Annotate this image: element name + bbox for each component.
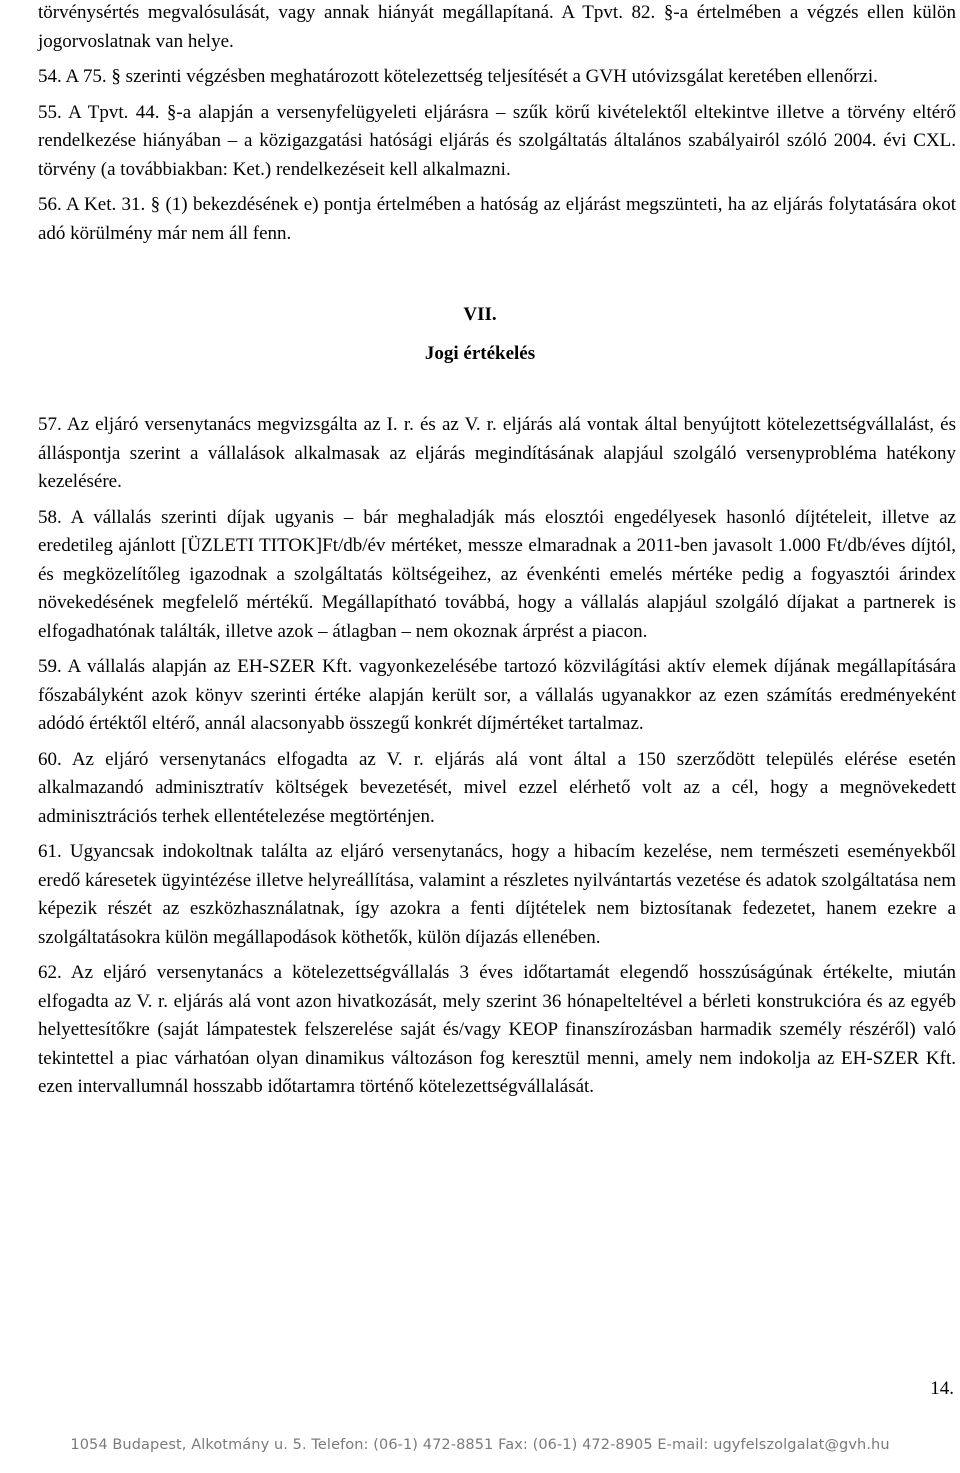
paragraph-55: 55. A Tpvt. 44. §-a alapján a versenyfelügyeleti eljárásra – szűk körű kivételektől eltekintve illetve a törvény eltérő rendelkezése hiányában – a közigazgatási hatósági eljárás és szolgáltatás általános szabályairól szóló 2004. évi CXL. törvény (a továbbiakban: Ket.) rendelkezéseit kell alkalmazni.	[38, 101, 956, 180]
section-number: VII.	[463, 304, 497, 325]
paragraph-number: 57.	[38, 414, 62, 435]
paragraph-56: 56. A Ket. 31. § (1) bekezdésének e) pontja értelmében a hatóság az eljárást megszünteti, ha az eljárás folytatására okot adó körülmény már nem áll fenn.	[38, 194, 956, 244]
paragraph-body: Az eljáró versenytanács megvizsgálta az I. r. és az V. r. eljárás alá vontak által benyújtott kötelezettségvállalást, és álláspontja szerint a vállalások alkalmasak az eljárás megindításának alapjául szolgáló versenyprobléma hatékony kezelésére.	[38, 414, 957, 492]
paragraph-text	[38, 838, 956, 952]
paragraph-body: Az eljáró versenytanács a kötelezettségvállalás 3 éves időtartamát elegendő hosszúságúnak értékelte, miután elfogadta az V. r. eljárás alá vont azon hivatkozását, mely szerint 36 hónapelteltével a bérleti konstrukcióra és az egyéb helyettesítőkre (saját lámpatestek felszerelése saját és/vagy KEOP finanszírozásban harmadik személy részéről) való tekintettel a piac várhatóan olyan dinamikus változáson fog keresztül menni, amely nem indokolja az EH-SZER Kft. ezen intervallumnál hosszabb időtartamra történő kötelezettségvállalását.	[38, 962, 956, 1097]
paragraph-body: Ugyancsak indokoltnak találta az eljáró versenytanács, hogy a hibacím kezelése, nem természeti eseményekből eredő káresetek ügyintézése illetve helyreállítása, valamint a részletes nyilvántartás vezetése és adatok szolgáltatása nem képezik részét az eszközhasználatnak, így azokra a fenti díjtételek nem biztosítanak fedezetet, hanem ezekre a szolgáltatásokra külön megállapodások köthetők, külön díjazás ellenében.	[38, 841, 957, 948]
page-number: 14.	[930, 1378, 954, 1399]
section-title: Jogi értékelés	[424, 342, 536, 364]
paragraph-body: A vállalás szerinti díjak ugyanis – bár meghaladják más elosztói engedélyesek hasonló díjtételeit, illetve az eredetileg ajánlott [ÜZLETI TITOK]Ft/db/év mértéket, messze elmaradnak a 2011-ben javasolt 1.000 Ft/db/éves díjtól, és megközelítőleg igazodnak a szolgáltatás költségeihez, az évenkénti emelés mértéke pedig a fogyasztói árindex növekedésének megfelelő mértékű. Megállapítható továbbá, hogy a vállalás alapjául szolgáló díjakat a partnerek is elfogadhatónak találták, illetve azok – átlagban – nem okoznak árprést a piacon.	[38, 506, 956, 642]
paragraph-text	[38, 959, 956, 1102]
paragraph-62	[38, 959, 956, 1102]
paragraph-57	[38, 411, 956, 497]
paragraph-number: 62.	[38, 962, 62, 983]
paragraph-number: 58.	[38, 506, 62, 528]
paragraph-text	[38, 746, 956, 832]
paragraph-number: 61.	[38, 841, 62, 862]
paragraph-number: 60.	[38, 748, 62, 770]
paragraph-number: 59.	[38, 656, 62, 677]
paragraph-continuation: törvénysértés megvalósulását, vagy annak hiányát megállapítaná. A Tpvt. 82. §-a értelmében a végzés ellen külön jogorvoslatnak van helye.	[38, 2, 956, 52]
paragraph-59	[38, 653, 956, 739]
paragraph-61	[38, 838, 956, 952]
paragraph-60	[38, 746, 956, 832]
paragraph-text	[38, 653, 956, 739]
paragraph-58	[38, 504, 956, 647]
footer-contact: 1054 Budapest, Alkotmány u. 5. Telefon: (06-1) 472-8851 Fax: (06-1) 472-8905 E-mail: ugyfelszolgalat@gvh.hu	[70, 1437, 890, 1453]
paragraph-text	[38, 504, 956, 647]
document-page	[38, 0, 956, 1102]
paragraph-54: 54. A 75. § szerinti végzésben meghatározott kötelezettség teljesítését a GVH utóvizsgálat keretében ellenőrzi.	[38, 66, 878, 87]
paragraph-text	[38, 411, 956, 497]
paragraph-body: A vállalás alapján az EH-SZER Kft. vagyonkezelésébe tartozó közvilágítási aktív elemek díjának megállapítására főszabályként azok könyv szerinti értéke alapján került sor, a vállalás ugyanakkor az ezen számítás eredményeként adódó értéktől eltérő, annál alacsonyabb összegű konkrét díjmértéket tartalmaz.	[38, 656, 957, 734]
paragraph-body: Az eljáró versenytanács elfogadta az V. r. eljárás alá vont által a 150 szerződött település elérése esetén alkalmazandó adminisztratív költségek bevezetését, mivel ezzel elérhető volt az a cél, hogy a megnövekedett adminisztrációs terhek ellentételezése megtörténjen.	[38, 748, 956, 827]
